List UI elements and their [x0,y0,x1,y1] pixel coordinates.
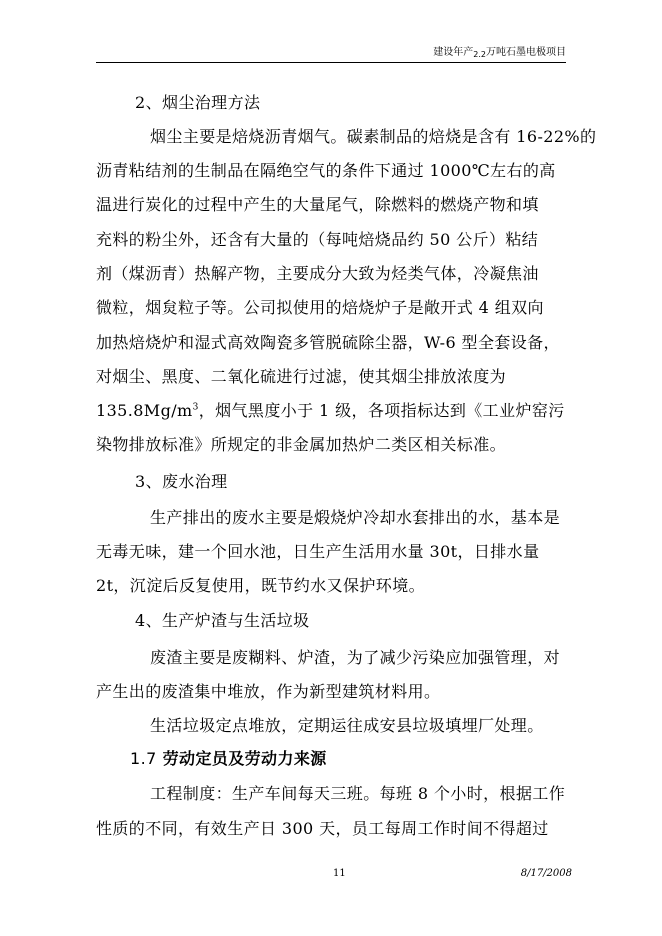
header-text-1: 建设年产 [433,47,474,58]
paragraph-line: 温进行炭化的过程中产生的大量尾气，除燃料的燃烧产物和填 [96,195,539,214]
paragraph-line: 充料的粉尘外，还含有大量的（每吨焙烧品约 50 公斤）粘结 [96,230,539,249]
section-heading-labor [130,746,327,769]
section-heading-smoke: 2、烟尘治理方法 [135,93,261,112]
paragraph-line: 加热焙烧炉和湿式高效陶瓷多管脱硫除尘器，W-6 型全套设备， [96,333,560,352]
header-capacity: 2.2 [473,50,486,59]
paragraph-line: 烟尘主要是焙烧沥青烟气。碳素制品的焙烧是含有 16-22%的 [150,127,597,146]
paragraph-line: 生产排出的废水主要是煅烧炉冷却水套排出的水，基本是 [150,508,561,527]
concentration-exponent: 3 [192,402,199,413]
section-number: 1.7 [130,749,157,768]
paragraph-line: 无毒无味，建一个回水池，日生产生活用水量 30t，日排水量 [96,542,540,561]
paragraph-line: 废渣主要是废糊料、炉渣，为了减少污染应加强管理，对 [150,648,561,667]
paragraph-line: 微粒，烟炱粒子等。公司拟使用的焙烧炉子是敞开式 4 组双向 [96,298,544,317]
paragraph-line: 剂（煤沥青）热解产物，主要成分大致为烃类气体，冷凝焦油 [96,264,539,283]
paragraph-line: 2t，沉淀后反复使用，既节约水又保护环境。 [96,576,426,595]
paragraph-line: 产生出的废渣集中堆放，作为新型建筑材料用。 [96,682,441,701]
section-heading-wastewater: 3、废水治理 [135,472,228,491]
header-text-2: 万吨石墨电极项目 [486,47,566,58]
paragraph-line: 性质的不同，有效生产日 300 天，员工每周工作时间不得超过 [96,819,549,838]
footer-date: 8/17/2008 [520,868,572,879]
section-title: 劳动定员及劳动力来源 [162,749,327,768]
concentration-rest: ，烟气黑度小于 1 级，各项指标达到《工业炉窑污 [198,401,565,420]
paragraph-line: 染物排放标准》所规定的非金属加热炉二类区相关标准。 [96,435,507,454]
paragraph-line: 对烟尘、黑度、二氧化硫进行过滤，使其烟尘排放浓度为 [96,367,507,386]
paragraph-line: 生活垃圾定点堆放，定期运往成安县垃圾填埋厂处理。 [150,716,544,735]
paragraph-line: 沥青粘结剂的生制品在隔绝空气的条件下通过 1000℃左右的高 [96,161,556,180]
section-heading-slag: 4、生产炉渣与生活垃圾 [135,611,310,630]
page-header [96,44,566,63]
paragraph-line: 工程制度：生产车间每天三班。每班 8 个小时，根据工作 [150,784,566,803]
page-number: 11 [333,868,346,879]
paragraph-line-concentration [96,398,565,421]
concentration-value: 135.8Mg/m [96,401,193,420]
